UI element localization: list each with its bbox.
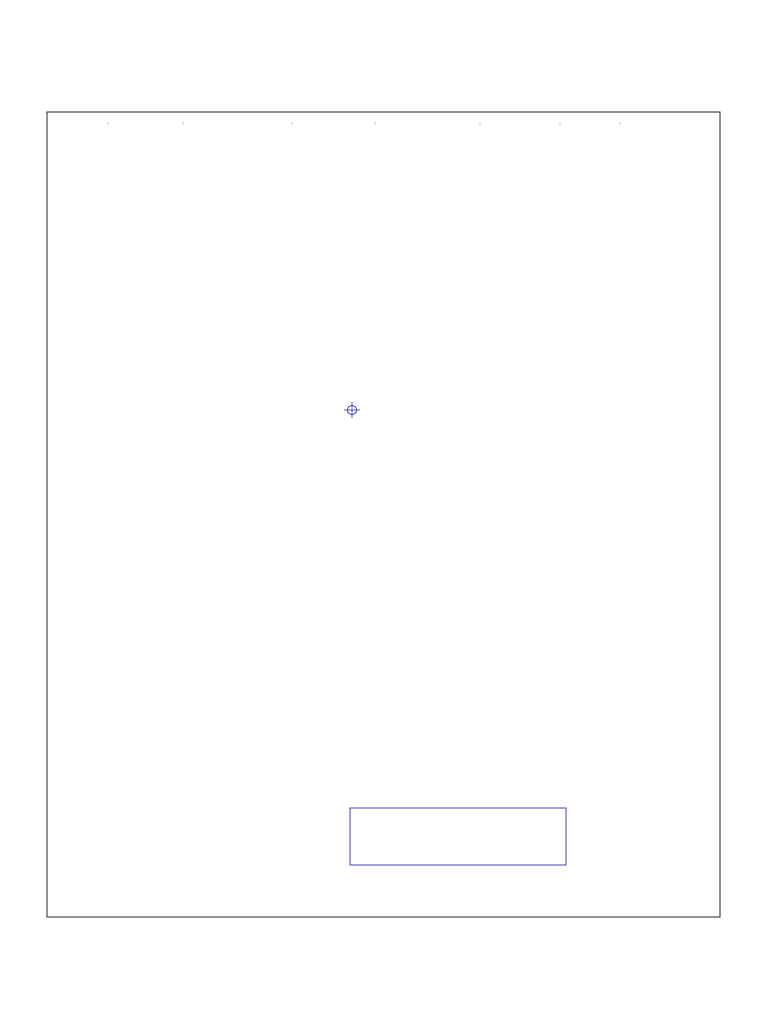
sheet-border [47,112,720,917]
level-marker [344,402,360,418]
specs-box [350,808,566,865]
top-tick-marks [108,122,620,125]
